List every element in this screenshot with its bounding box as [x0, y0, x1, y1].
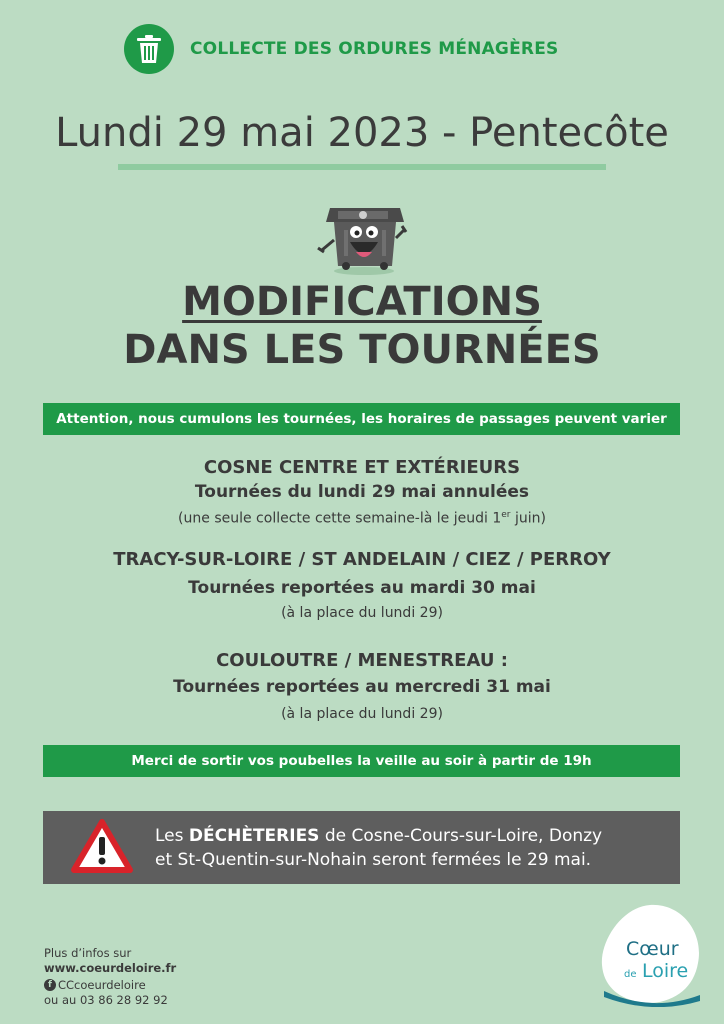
- section-note: (à la place du lundi 29): [281, 706, 443, 722]
- phone-number: ou au 03 86 28 92 92: [44, 992, 168, 1007]
- section-note: (une seule collecte cette semaine-là le jeudi 1er juin): [178, 510, 546, 527]
- coeur-de-loire-logo: [600, 903, 704, 1011]
- footer-intro: Plus d’infos sur: [44, 946, 132, 960]
- logo-de: de: [624, 969, 637, 980]
- trash-bin-mascot-icon: [314, 200, 414, 280]
- website-link[interactable]: www.coeurdeloire.fr: [44, 961, 177, 975]
- section-title: COULOUTRE / MENESTREAU :: [216, 650, 508, 671]
- logo-line-2: Loire: [642, 960, 689, 982]
- reminder-banner: Merci de sortir vos poubelles la veille au soir à partir de 19h: [43, 745, 680, 777]
- date-title: Lundi 29 mai 2023 - Pentecôte: [55, 110, 669, 156]
- warning-triangle-icon: [71, 819, 133, 877]
- logo-line-1: Cœur: [626, 938, 679, 960]
- facebook-link[interactable]: f CCcoeurdeloire: [44, 978, 146, 993]
- header-title: COLLECTE DES ORDURES MÉNAGÈRES: [190, 39, 559, 59]
- section-title: TRACY-SUR-LOIRE / ST ANDELAIN / CIEZ / PERROY: [113, 549, 611, 570]
- headline-line-2: DANS LES TOURNÉES: [123, 327, 601, 373]
- attention-banner: Attention, nous cumulons les tournées, les horaires de passages peuvent varier: [43, 403, 680, 435]
- header: [124, 24, 558, 74]
- section-couloutre: [0, 649, 724, 725]
- warning-text: Les DÉCHÈTERIES de Cosne-Cours-sur-Loire, Donzy et St-Quentin-sur-Nohain seront fermées le 29 mai.: [155, 825, 603, 870]
- section-subtitle: Tournées reportées au mardi 30 mai: [188, 578, 536, 598]
- section-subtitle: Tournées reportées au mercredi 31 mai: [173, 677, 551, 697]
- section-note: (à la place du lundi 29): [281, 605, 443, 621]
- section-tracy: [0, 548, 724, 624]
- section-cosne: [0, 456, 724, 530]
- warning-box: [43, 811, 680, 884]
- section-subtitle: Tournées du lundi 29 mai annulées: [194, 482, 530, 502]
- headline-line-1: MODIFICATIONS: [182, 279, 542, 325]
- headline: [0, 278, 724, 374]
- footer-contact: [44, 946, 176, 1008]
- section-title: COSNE CENTRE ET EXTÉRIEURS: [203, 457, 521, 478]
- facebook-icon: f: [44, 979, 56, 991]
- trash-bin-icon: [124, 24, 174, 74]
- title-underline: [118, 164, 606, 170]
